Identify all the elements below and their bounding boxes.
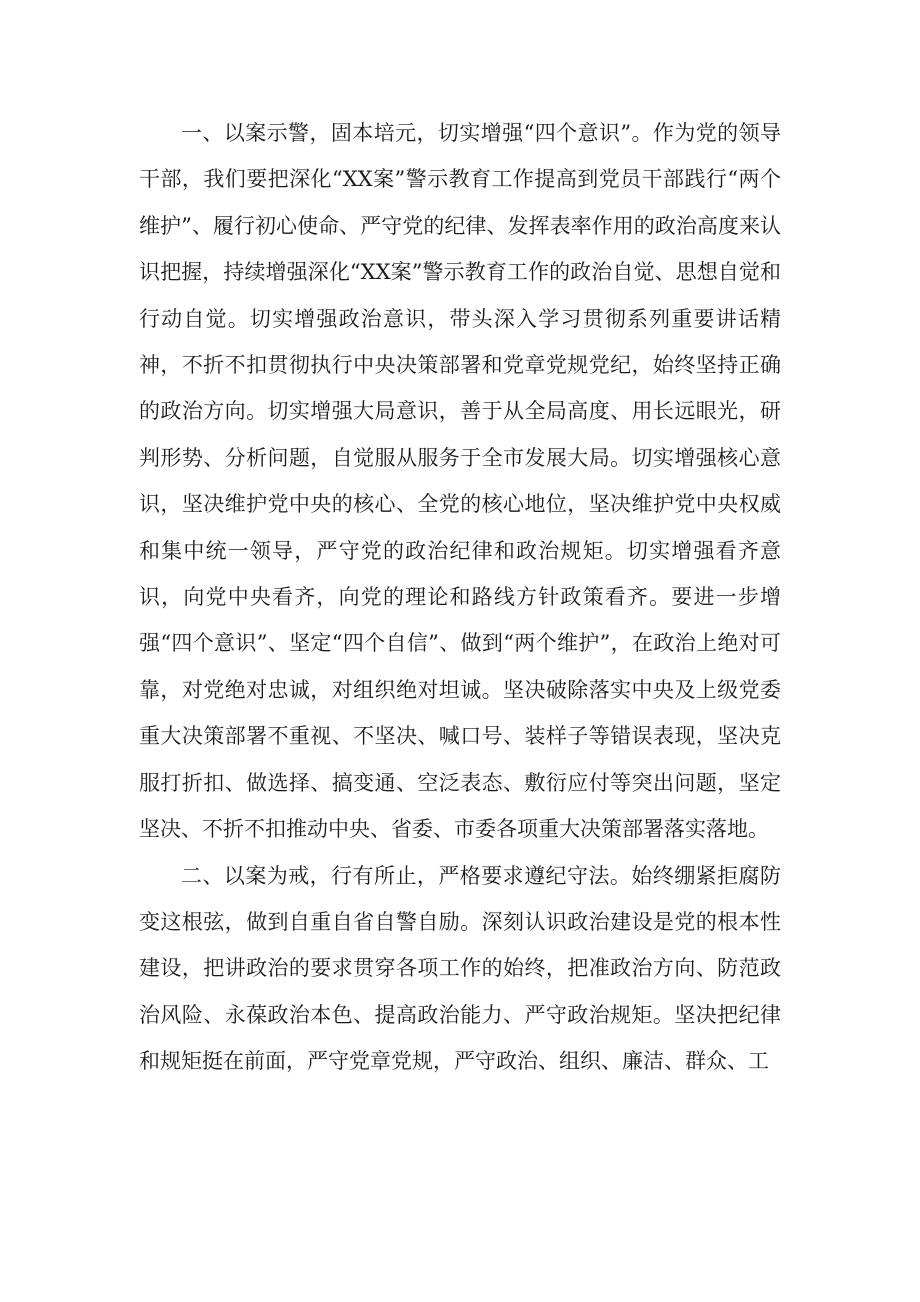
paragraph-2: 二、以案为戒，行有所止，严格要求遵纪守法。始终绷紧拒腐防变这根弦，做到自重自省自警自励。深刻认识政治建设是党的根本性建设，把讲政治的要求贯穿各项工作的始终，把准政治方向、防范政治风险、永葆政治本色、提高政治能力、严守政治规矩。坚决把纪律和规矩挺在前面，严守党章党规，严守政治、组织、廉洁、群众、工 [139,863,781,1074]
paragraph-1: 一、以案示警，固本培元，切实增强“四个意识”。作为党的领导干部，我们要把深化“XX案”警示教育工作提高到党员干部践行“两个维护”、履行初心使命、严守党的纪律、发挥表率作用的政治高度来认识把握，持续增强深化“XX案”警示教育工作的政治自觉、思想自觉和行动自觉。切实增强政治意识，带头深入学习贯彻系列重要讲话精神，不折不扣贯彻执行中央决策部署和党章党规党纪，始终坚持正确的政治方向。切实增强大局意识，善于从全局高度、用长远眼光，研判形势、分析问题，自觉服从服务于全市发展大局。切实增强核心意识，坚决维护党中央的核心、全党的核心地位，坚决维护党中央权威和集中统一领导，严守党的政治纪律和政治规矩。切实增强看齐意识，向党中央看齐，向党的理论和路线方针政策看齐。要进一步增强“四个意识”、坚定“四个自信”、做到“两个维护”，在政治上绝对可靠，对党绝对忠诚，对组织绝对坦诚。坚决破除落实中央及上级党委重大决策部署不重视、不坚决、喊口号、装样子等错误表现，坚决克服打折扣、做选择、搞变通、空泛表态、敷衍应付等突出问题，坚定坚决、不折不扣推动中央、省委、市委各项重大决策部署落实落地。 [139,121,781,842]
document-body [139,110,781,1085]
